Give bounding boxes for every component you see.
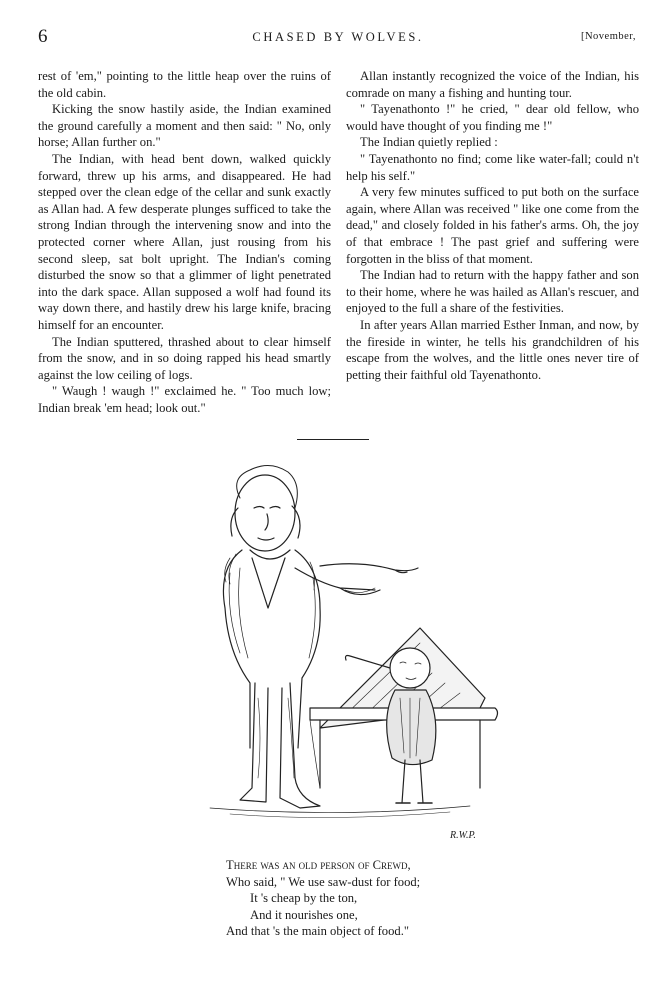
paragraph: The Indian, with head bent down, walked quickly forward, threw up his arms, and disappeared. He had stepped over the clean edge of the cellar and sunk exactly as Allan had. A few desperate plunges sufficed to take the strong Indian through the intervening snow and into the protected corner where Allan, just rousing from his second sleep, sat bolt upright. The Indian's coming disturbed the snow so that a glimmer of light penetrated into the dark space. Allan supposed a wolf had found its way down there, and hastily drew his large knife, bracing himself for an encounter.: [38, 151, 331, 332]
paragraph: rest of 'em," pointing to the little heap over the ruins of the old cabin.: [38, 69, 331, 100]
verse-line: There was an old person of Crewd,: [226, 858, 411, 872]
running-title: CHASED BY WOLVES.: [252, 30, 424, 44]
limerick-caption: [226, 857, 420, 940]
running-header: [38, 26, 638, 48]
verse-line: Who said, " We use saw-dust for food;: [226, 874, 421, 889]
verse-line: It 's cheap by the ton,: [250, 891, 358, 906]
verse-line: And it nourishes one,: [250, 907, 358, 922]
verse-line: And that 's the main object of food.": [226, 924, 409, 939]
paragraph: A very few minutes sufficed to put both on the surface again, where Allan was received " like one come from the dead," and closely folded in his father's arms. Oh, the joy of that embrace ! The past grief and suffering were forgotten in the bliss of that moment.: [346, 185, 639, 266]
paragraph: " Tayenathonto !" he cried, " dear old fellow, who would have thought of you finding me !": [346, 102, 639, 133]
paragraph: The Indian quietly replied :: [360, 135, 498, 150]
paragraph: The Indian had to return with the happy father and son to their home, where he was hailed as Allan's rescuer, and enjoyed to the full a share of the festivities.: [346, 268, 639, 316]
running-month: [November,: [580, 31, 636, 42]
section-divider: [297, 439, 369, 440]
left-column: [38, 68, 331, 416]
artist-signature: R.W.P.: [450, 830, 476, 841]
engraving-old-man-feeding-child: [170, 458, 510, 848]
paragraph: " Tayenathonto no find; come like water-fall; could n't help his self.": [346, 151, 639, 183]
paragraph: Kicking the snow hastily aside, the Indian examined the ground carefully a moment and then said: " No, only horse; Allan further on.": [38, 102, 331, 150]
paragraph: Allan instantly recognized the voice of the Indian, his comrade on many a fishing and hunting tour.: [346, 69, 639, 100]
paragraph: In after years Allan married Esther Inman, and now, by the fireside in winter, he tells his grandchildren of his escape from the wolves, and the little ones never tire of petting their faithful old Tayenathonto.: [346, 317, 639, 382]
paragraph: The Indian sputtered, thrashed about to clear himself from the snow, and in so doing rapped his head smartly against the low ceiling of logs.: [38, 334, 331, 382]
right-column: [346, 68, 639, 383]
page-number: 6: [38, 26, 48, 47]
paragraph: " Waugh ! waugh !" exclaimed he. " Too much low; Indian break 'em head; look out.": [38, 384, 331, 415]
